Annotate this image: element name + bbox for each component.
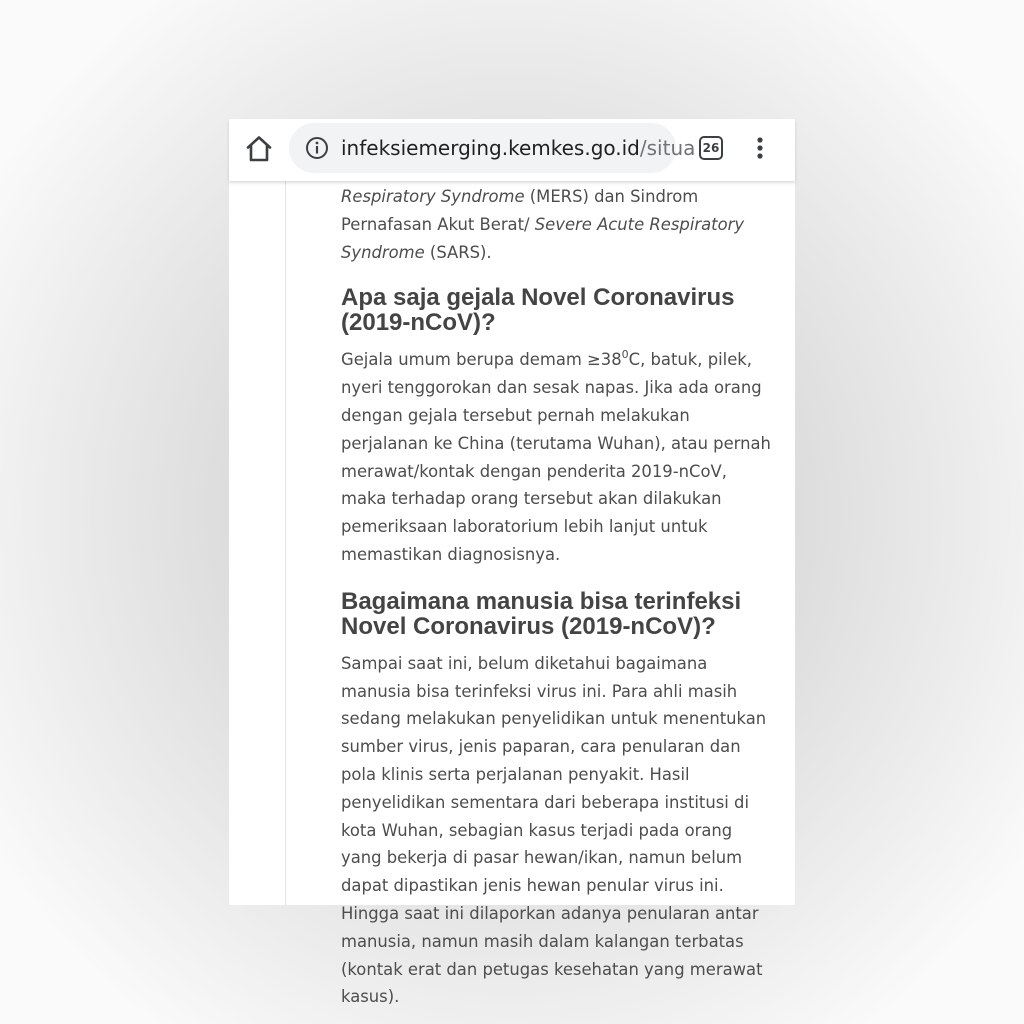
symptoms-text-1: Gejala umum berupa demam ≥38 [341, 350, 622, 370]
infection-paragraph: Sampai saat ini, belum diketahui bagaimana manusia bisa terinfeksi virus ini. Para ahli masih sedang melakukan penyelidikan untuk menentukan sumber virus, jenis paparan, cara penularan dan pola klinis serta perjalanan penyakit. Hasil penyelidikan sementara dari beberapa institusi di kota Wuhan, sebagian kasus terjadi pada orang yang bekerja di pasar hewan/ikan, namun belum dapat dipastikan jenis hewan penular virus ini. Hingga saat ini dilaporkan adanya penularan antar manusia, namun masih dalam kalangan terbatas (kontak erat dan petugas kesehatan yang merawat kasus). [341, 653, 767, 1007]
intro-text-1: (MERS) dan Sindrom Pernafasan Akut Berat/ [341, 187, 699, 234]
url-path: /situa [639, 136, 696, 160]
heading-infection: Bagaimana manusia bisa terinfeksi Novel Coronavirus (2019-nCoV)? [341, 587, 742, 640]
home-icon [243, 133, 275, 165]
phone-screen [229, 119, 795, 1007]
intro-italic-1: Respiratory Syndrome [341, 187, 525, 206]
article-content [341, 183, 777, 1011]
home-button[interactable] [243, 133, 275, 165]
intro-paragraph [341, 183, 777, 266]
browser-toolbar [229, 119, 795, 181]
url-text [341, 135, 696, 161]
sidebar-divider [285, 181, 286, 905]
intro-text-2: (SARS). [424, 242, 492, 262]
more-vert-icon [748, 135, 772, 163]
tab-switcher-button[interactable]: 26 [699, 136, 723, 160]
intro-italic-2: Severe Acute Respiratory Syndrome [341, 214, 745, 262]
url-bar[interactable] [289, 123, 696, 173]
degree-superscript: 0 [621, 348, 629, 362]
symptoms-text-2: C, batuk, pilek, nyeri tenggorokan dan sesak napas. Jika ada orang dengan gejala tersebut pernah melakukan perjalanan ke China (terutama Wuhan), atau pernah merawat/kontak dengan penderita 2019-nCoV, maka terhadap orang tersebut akan dilakukan pemeriksaan laboratorium lebih lanjut untuk memastikan diagnosisnya. [341, 350, 771, 564]
url-domain: infeksiemerging.kemkes.go.id [341, 136, 640, 160]
info-icon[interactable] [305, 136, 329, 160]
symptoms-paragraph [341, 346, 777, 568]
heading-symptoms: Apa saja gejala Novel Coronavirus (2019-nCoV)? [341, 284, 735, 337]
overflow-menu-button[interactable] [748, 135, 772, 163]
